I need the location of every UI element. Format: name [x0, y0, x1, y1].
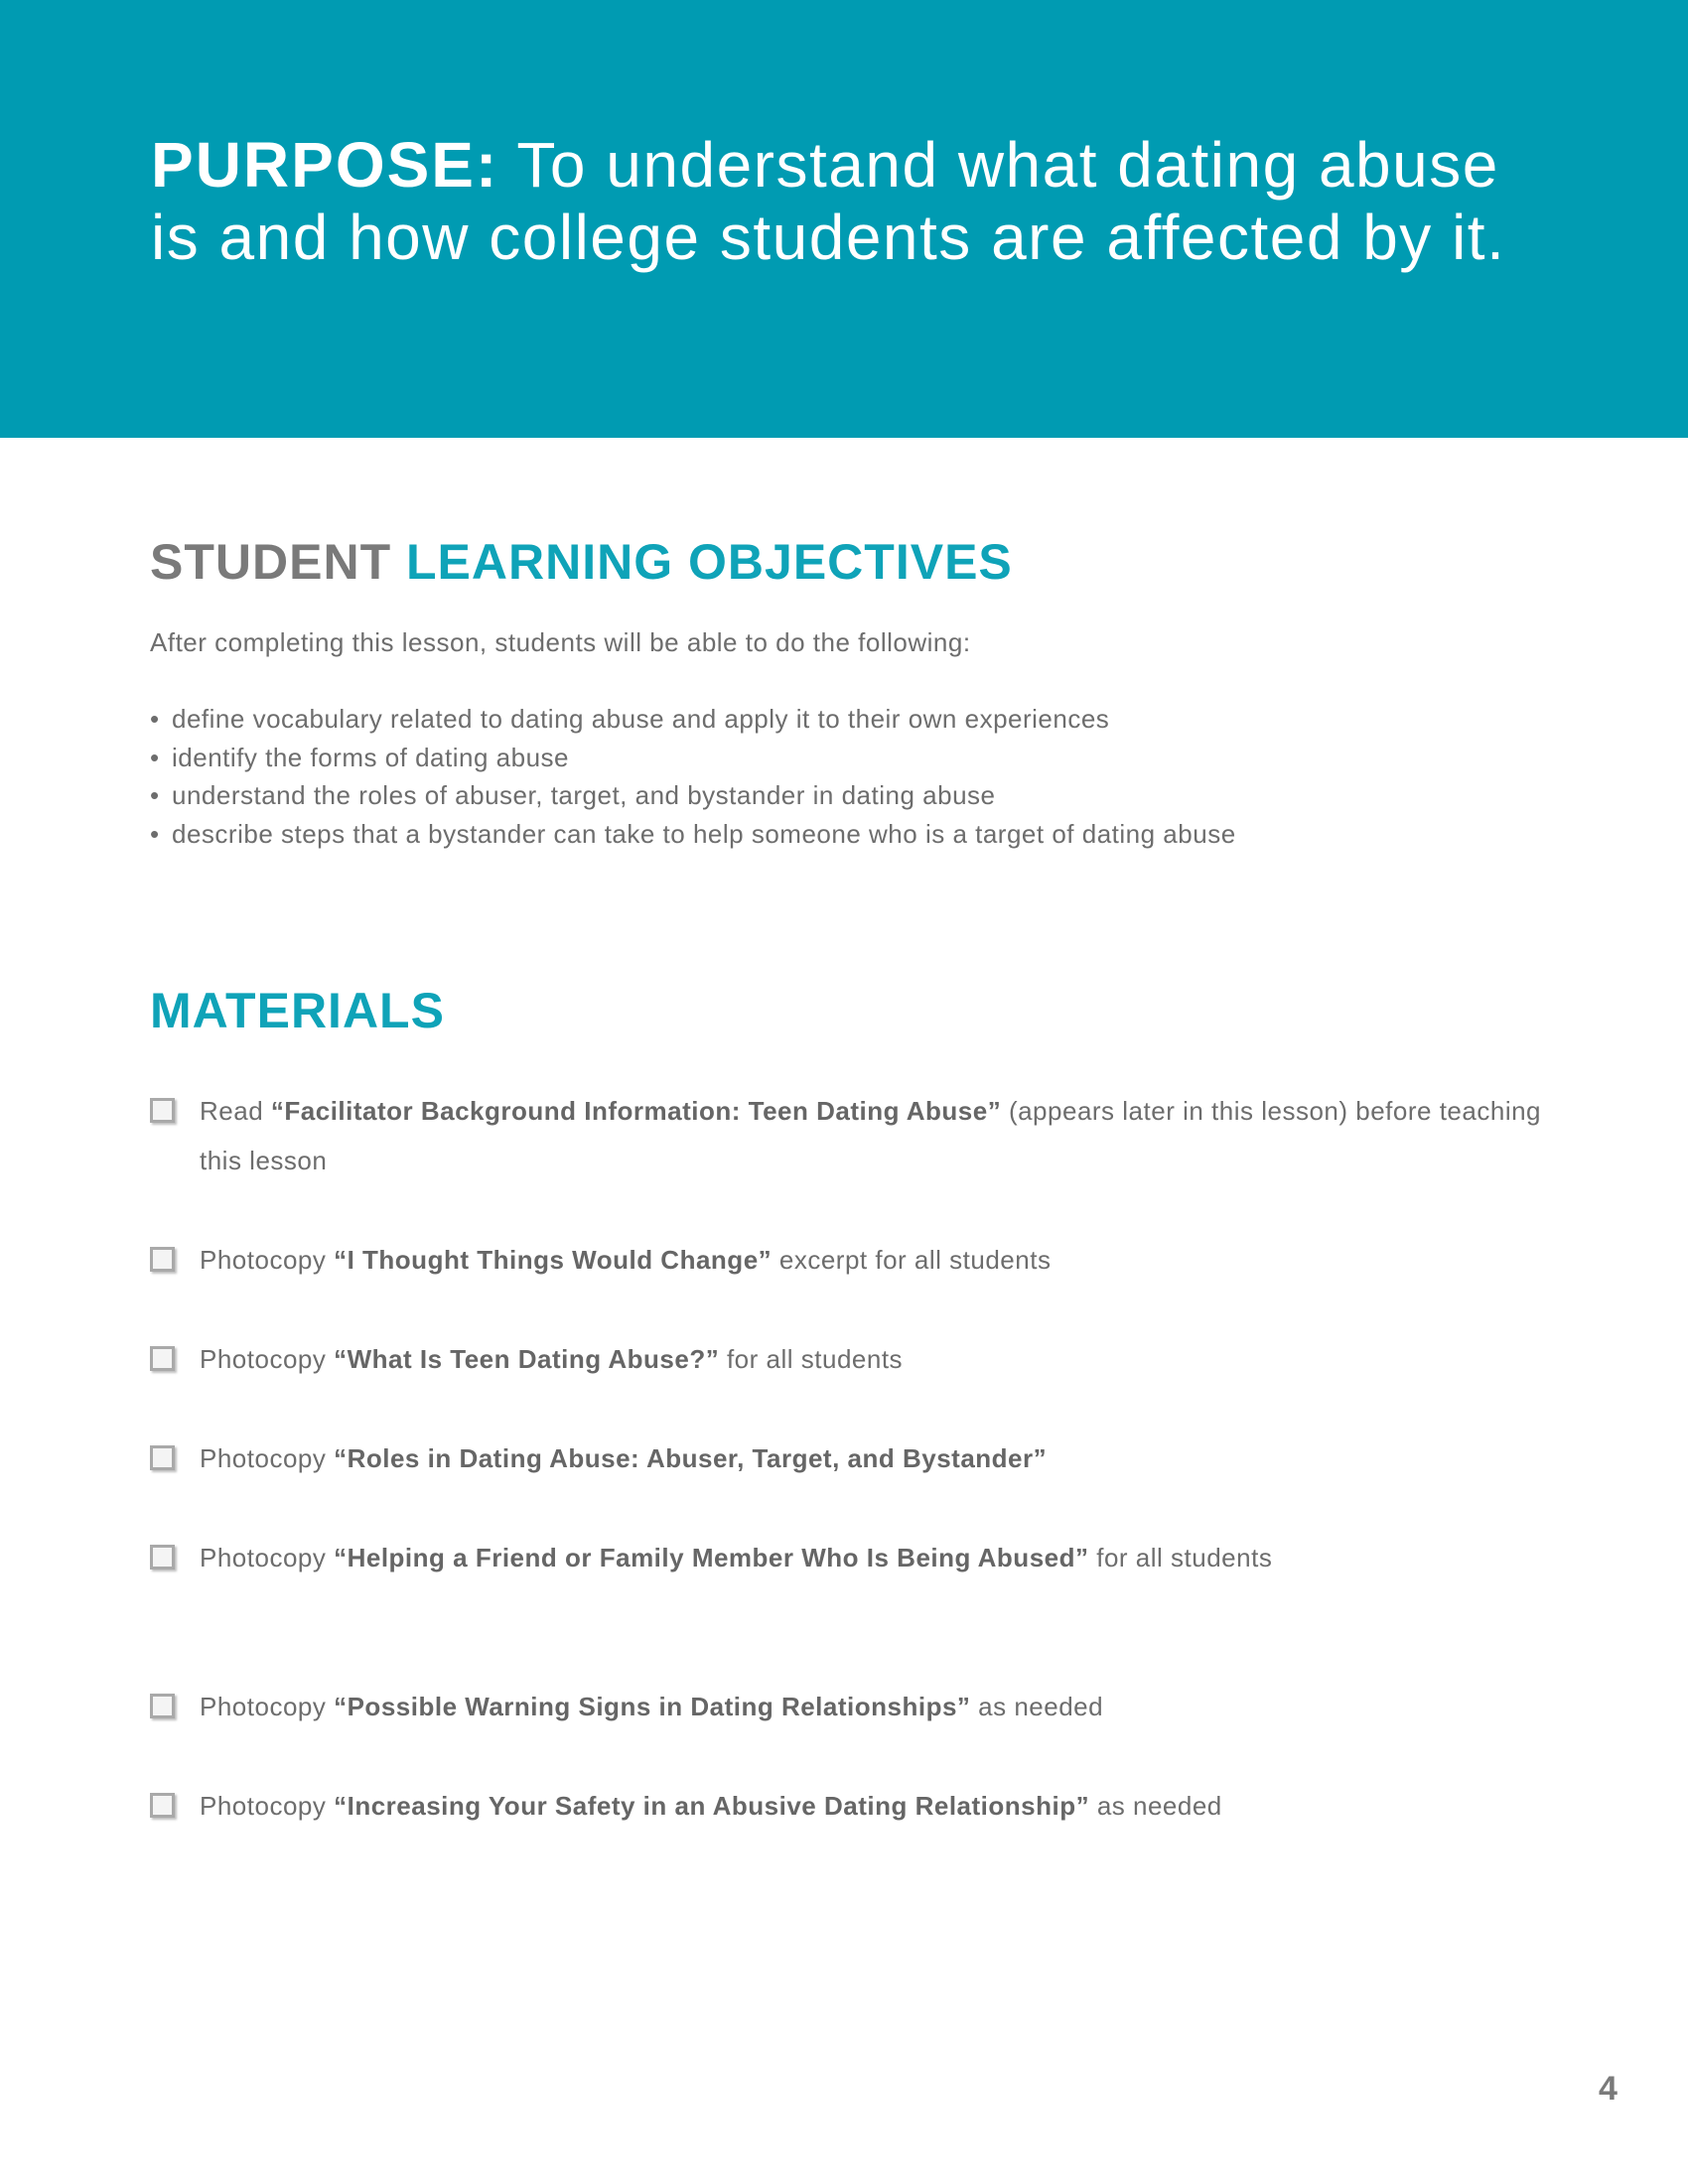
- purpose-statement: [151, 129, 1561, 274]
- bullet-icon: •: [150, 818, 160, 849]
- objectives-heading-part2: LEARNING OBJECTIVES: [406, 534, 1013, 590]
- purpose-text: To understand what dating abuse is and how college students are affected by it.: [151, 129, 1506, 273]
- materials-item-text: Photocopy “Increasing Your Safety in an Abusive Dating Relationship” as needed: [200, 1791, 1222, 1821]
- materials-heading: MATERIALS: [150, 983, 445, 1038]
- materials-item-text: Photocopy “Helping a Friend or Family Member Who Is Being Abused” for all students: [200, 1543, 1273, 1572]
- checkbox-icon[interactable]: [150, 1346, 175, 1371]
- objectives-list: [150, 700, 1590, 853]
- objective-text: identify the forms of dating abuse: [172, 742, 570, 772]
- objectives-intro: After completing this lesson, students will be able to do the following:: [150, 627, 971, 657]
- checkbox-icon[interactable]: [150, 1445, 175, 1470]
- materials-item-text: Photocopy “Roles in Dating Abuse: Abuser, Target, and Bystander”: [200, 1443, 1048, 1473]
- objective-item: [150, 700, 1590, 739]
- checkbox-icon[interactable]: [150, 1793, 175, 1818]
- objectives-heading-part1: STUDENT: [150, 534, 392, 590]
- checkbox-icon[interactable]: [150, 1098, 175, 1123]
- objective-item: [150, 815, 1590, 854]
- bullet-icon: •: [150, 704, 160, 734]
- objective-item: [150, 776, 1590, 815]
- page-number: 4: [1599, 2070, 1618, 2108]
- objective-text: understand the roles of abuser, target, and bystander in dating abuse: [172, 780, 996, 810]
- objective-text: describe steps that a bystander can take to help someone who is a target of dating abuse: [172, 818, 1236, 849]
- checkbox-icon[interactable]: [150, 1694, 175, 1718]
- bullet-icon: •: [150, 742, 160, 772]
- materials-item-text: Photocopy “Possible Warning Signs in Dating Relationships” as needed: [200, 1692, 1104, 1721]
- purpose-label: PURPOSE:: [151, 129, 499, 201]
- materials-item-text: Photocopy “What Is Teen Dating Abuse?” for all students: [200, 1344, 904, 1374]
- objective-text: define vocabulary related to dating abuse and apply it to their own experiences: [172, 704, 1110, 734]
- materials-item-text: Photocopy “I Thought Things Would Change” excerpt for all students: [200, 1245, 1052, 1275]
- bullet-icon: •: [150, 780, 160, 810]
- checkbox-icon[interactable]: [150, 1545, 175, 1570]
- objectives-heading: [150, 534, 1013, 590]
- checkbox-icon[interactable]: [150, 1247, 175, 1272]
- header-band: [0, 0, 1688, 438]
- materials-item-text: Read “Facilitator Background Information: Teen Dating Abuse” (appears later in this lesson) before teaching this lesson: [200, 1096, 1542, 1175]
- objective-item: [150, 739, 1590, 777]
